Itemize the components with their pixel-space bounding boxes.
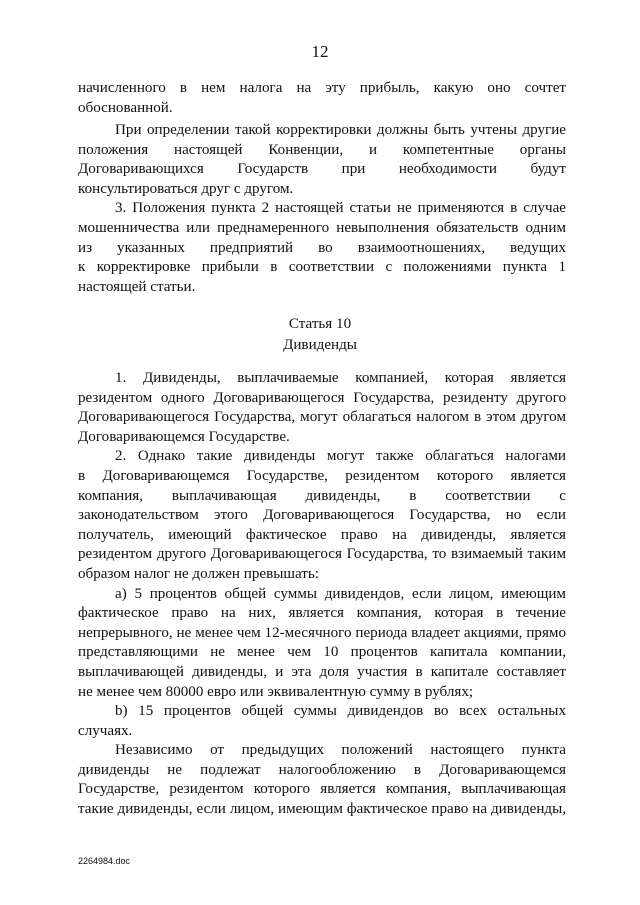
document-filename: 2264984.doc xyxy=(78,856,131,866)
text-line: дивиденды не подлежат налогообложению в Договаривающемся xyxy=(78,761,566,778)
text-line: образом налог не должен превышать: xyxy=(78,565,319,582)
text-line: в Договаривающемся Государстве, резидентом которого является xyxy=(78,467,566,484)
text-line: 3. Положения пункта 2 настоящей статьи не применяются в случае xyxy=(115,200,566,217)
text-line: настоящей статьи. xyxy=(78,278,196,295)
text-line: случаях. xyxy=(78,722,133,739)
paragraphs-adjustment xyxy=(78,121,566,297)
text-line: консультироваться друг с другом. xyxy=(78,180,294,197)
text-line: выплачивающей дивиденды, и эта доля участия в капитале составляет xyxy=(78,663,566,680)
text-line: Договаривающемся Государстве. xyxy=(78,428,290,445)
text-line: получатель, имеющий фактическое право на дивиденды, является xyxy=(78,526,566,543)
text-line: Договаривающихся Государств при необходимости будут xyxy=(78,161,566,178)
text-line: Государстве, резидентом которого является компания, выплачивающая xyxy=(78,781,566,798)
text-line: положения настоящей Конвенции, и компетентные органы xyxy=(78,141,566,158)
text-line: начисленного в нем налога на эту прибыль, какую оно сочтет xyxy=(78,80,566,96)
text-line: из указанных предприятий во взаимоотношениях, ведущих xyxy=(78,239,566,256)
text-line: При определении такой корректировки должны быть учтены другие xyxy=(115,122,566,138)
text-line: непрерывного, не менее чем 12-месячного периода владеет акциями, прямо xyxy=(78,624,566,641)
page-number: 12 xyxy=(311,42,329,61)
article-title: Дивиденды xyxy=(283,337,357,353)
text-line: обоснованной. xyxy=(78,99,173,116)
text-line: b) 15 процентов общей суммы дивидендов во всех остальных xyxy=(115,703,566,720)
text-line: a) 5 процентов общей суммы дивидендов, если лицом, имеющим xyxy=(115,585,566,602)
text-line: 2. Однако такие дивиденды могут также облагаться налогами xyxy=(115,448,566,465)
text-line: представляющими не менее чем 10 процентов капитала компании, xyxy=(78,644,566,661)
text-line: 1. Дивиденды, выплачиваемые компанией, которая является xyxy=(115,370,566,386)
text-line: фактическое право на них, является компания, которая в течение xyxy=(78,605,566,622)
article-number: Статья 10 xyxy=(288,316,352,332)
text-line: к корректировке прибыли в соответствии с положениями пункта 1 xyxy=(78,259,566,276)
text-line: компания, выплачивающая дивиденды, в соответствии с xyxy=(78,487,566,504)
text-line: не менее чем 80000 евро или эквивалентную сумму в рублях; xyxy=(78,683,474,700)
text-line: законодательством этого Договаривающегося Государства, но если xyxy=(78,507,566,524)
paragraphs-dividends xyxy=(78,369,566,820)
text-line: Договаривающегося Государства, могут облагаться налогом в этом другом xyxy=(78,409,566,426)
text-line: такие дивиденды, если лицом, имеющим фактическое право на дивиденды, xyxy=(78,801,566,818)
text-line: мошенничества или преднамеренного невыполнения обязательств одним xyxy=(78,219,566,236)
text-line: резидентом другого Договаривающегося Государства, то взимаемый таким xyxy=(78,546,566,563)
text-line: резидентом одного Договаривающегося Государства, резиденту другого xyxy=(78,389,566,406)
paragraph-continuation xyxy=(78,79,566,118)
text-line: Независимо от предыдущих положений настоящего пункта xyxy=(115,742,566,759)
